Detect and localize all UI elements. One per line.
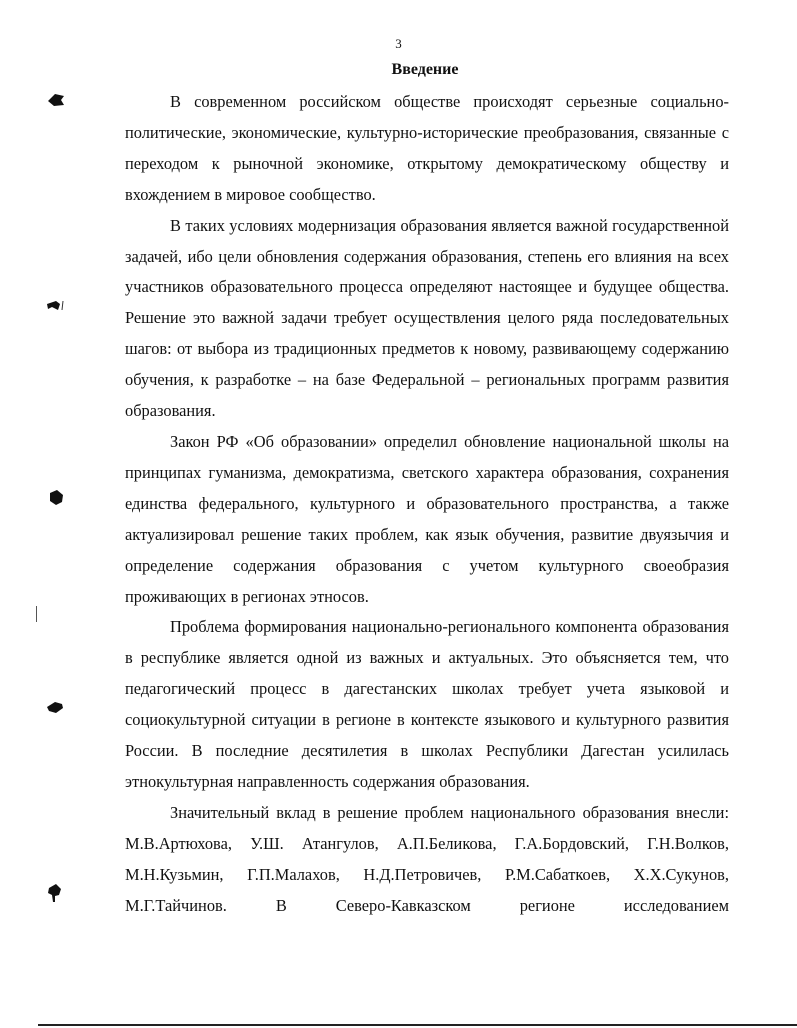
scan-smudge [47, 489, 65, 507]
scan-mark [36, 606, 37, 622]
page-title: Введение [391, 61, 459, 78]
scan-bottom-edge [38, 1024, 797, 1026]
body-text [125, 87, 729, 921]
paragraph-5: Значительный вклад в решение проблем национального образования внесли: М.В.Артюхова, У.Ш. Атангулов, А.П.Беликова, Г.А.Бордовский, Г.Н.Волков, М.Н.Кузьмин, Г.П.Малахов, Н.Д.Петровичев, Р.М.Сабаткоев, Х.Х.Сукунов, М.Г.Тайчинов. В Северо-Кавказском регионе исследованием [125, 802, 729, 915]
paragraph-4: Проблема формирования национально-регионального компонента образования в республике является одной из важных и актуальных. Это объясняется тем, что педагогический процесс в дагестанских школах требует учета языковой и социокультурной ситуации в регионе в контексте языкового и культурного развития России. В последние десятилетия в школах Республики Дагестан усилилась этнокультурная направленность содержания образования. [125, 617, 729, 791]
paragraph-2: В таких условиях модернизация образования является важной государственной задачей, ибо цели обновления содержания образования, степень его влияния на всех участников образовательного процесса определяют настоящее и будущее общества. Решение это важной задачи требует осуществления целого ряда последовательных шагов: от выбора из традиционных предметов к новому, развивающему содержанию обучения, к разработке – на базе Федеральной – региональных программ развития образования. [125, 215, 729, 421]
scan-smudge [46, 883, 64, 905]
paragraph-1: В современном российском обществе происходят серьезные социально-политические, экономические, культурно-исторические преобразования, связанные с переходом к рыночной экономике, открытому демократическому обществу и вхождением в мировое сообщество. [125, 92, 729, 204]
paragraph-3: Закон РФ «Об образовании» определил обновление национальной школы на принципах гуманизма, демократизма, светского характера образования, сохранения единства федерального, культурного и образовательного пространства, а также актуализировал решение таких проблем, как язык обучения, развитие двуязычия и определение содержания образования с учетом культурного своеобразия проживающих в регионах этносов. [125, 431, 729, 606]
page-number: 3 [395, 36, 402, 51]
scan-smudge [46, 298, 68, 314]
scan-smudge [45, 700, 65, 716]
scan-smudge [46, 92, 66, 108]
